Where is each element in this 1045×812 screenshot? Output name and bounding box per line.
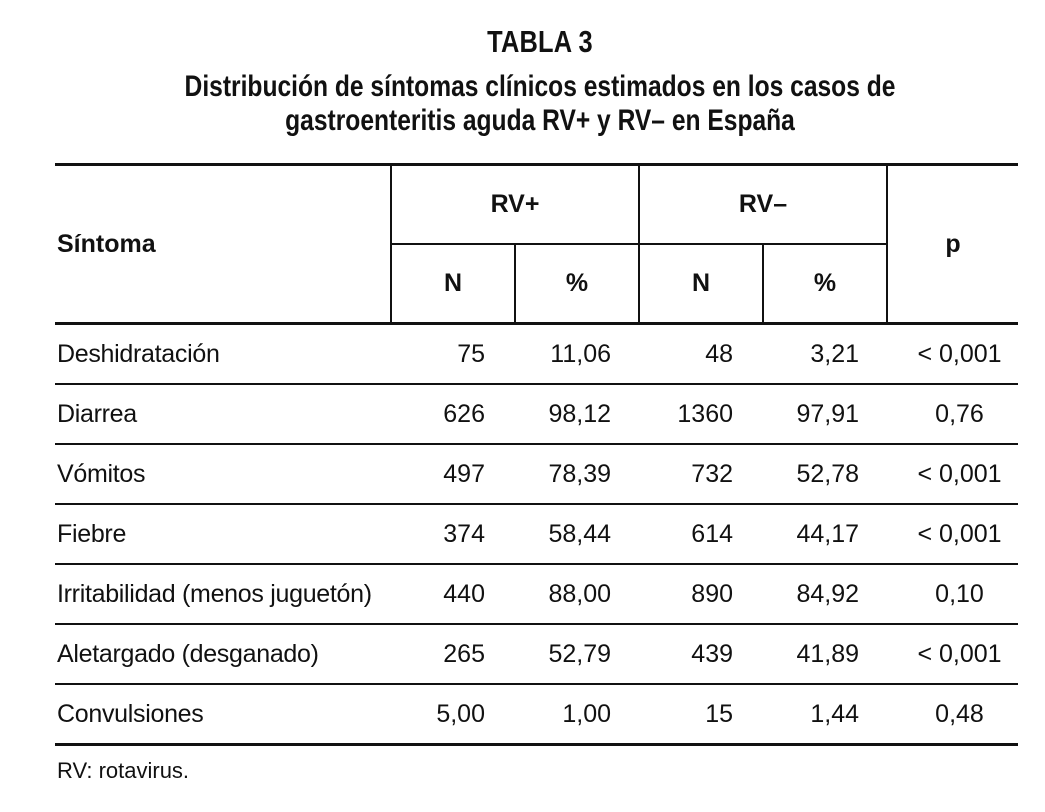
table-row: [55, 504, 1018, 564]
symptom-name: Diarrea: [55, 384, 391, 444]
rv-pos-pct: 58,44: [515, 504, 639, 564]
table-caption: [97, 70, 983, 138]
rv-pos-pct: 88,00: [515, 564, 639, 624]
symptom-name: Fiebre: [55, 504, 391, 564]
symptom-name: Deshidratación: [55, 324, 391, 385]
rv-pos-n: 5,00: [391, 684, 515, 745]
rv-neg-pct: 3,21: [763, 324, 887, 385]
rv-pos-n: 374: [391, 504, 515, 564]
rv-neg-n: 439: [639, 624, 763, 684]
table-row: [55, 684, 1018, 745]
rv-neg-pct: 97,91: [763, 384, 887, 444]
table-row: [55, 444, 1018, 504]
rv-neg-pct: 1,44: [763, 684, 887, 745]
rv-neg-pct: 44,17: [763, 504, 887, 564]
rv-pos-pct: 52,79: [515, 624, 639, 684]
rv-pos-n: 626: [391, 384, 515, 444]
p-value: < 0,001: [887, 504, 1018, 564]
rv-pos-n: 265: [391, 624, 515, 684]
table-title: TABLA 3: [487, 24, 593, 59]
header-symptom: Síntoma: [55, 165, 391, 324]
symptom-name: Convulsiones: [55, 684, 391, 745]
caption-line-1: Distribución de síntomas clínicos estimados en los casos de: [184, 70, 896, 103]
symptom-name: Aletargado (desganado): [55, 624, 391, 684]
rv-pos-pct: 11,06: [515, 324, 639, 385]
symptom-name: Irritabilidad (menos juguetón): [55, 564, 391, 624]
p-value: < 0,001: [887, 624, 1018, 684]
header-neg-n: N: [639, 244, 763, 324]
rv-pos-pct: 98,12: [515, 384, 639, 444]
p-value: < 0,001: [887, 444, 1018, 504]
p-value: 0,48: [887, 684, 1018, 745]
table-footnote: RV: rotavirus.: [57, 758, 190, 783]
table-row: [55, 624, 1018, 684]
table-row: [55, 384, 1018, 444]
rv-neg-n: 15: [639, 684, 763, 745]
table-row: [55, 564, 1018, 624]
rv-neg-n: 1360: [639, 384, 763, 444]
header-group-rv-positive: RV+: [391, 165, 639, 245]
header-pos-n: N: [391, 244, 515, 324]
rv-pos-pct: 78,39: [515, 444, 639, 504]
symptoms-table: [55, 163, 1018, 746]
rv-pos-n: 440: [391, 564, 515, 624]
p-value: 0,10: [887, 564, 1018, 624]
header-pos-pct: %: [515, 244, 639, 324]
rv-pos-n: 75: [391, 324, 515, 385]
header-group-rv-negative: RV–: [639, 165, 887, 245]
rv-neg-n: 732: [639, 444, 763, 504]
rv-neg-pct: 41,89: [763, 624, 887, 684]
rv-neg-n: 890: [639, 564, 763, 624]
caption-line-2: gastroenteritis aguda RV+ y RV– en España: [285, 104, 795, 137]
header-p-value: p: [887, 165, 1018, 324]
symptom-name: Vómitos: [55, 444, 391, 504]
rv-pos-n: 497: [391, 444, 515, 504]
table-row: [55, 324, 1018, 385]
rv-neg-pct: 52,78: [763, 444, 887, 504]
rv-neg-n: 48: [639, 324, 763, 385]
symptoms-table-container: [55, 163, 1018, 746]
p-value: 0,76: [887, 384, 1018, 444]
p-value: < 0,001: [887, 324, 1018, 385]
rv-neg-n: 614: [639, 504, 763, 564]
rv-pos-pct: 1,00: [515, 684, 639, 745]
header-neg-pct: %: [763, 244, 887, 324]
rv-neg-pct: 84,92: [763, 564, 887, 624]
header-row-groups: [55, 165, 1018, 245]
